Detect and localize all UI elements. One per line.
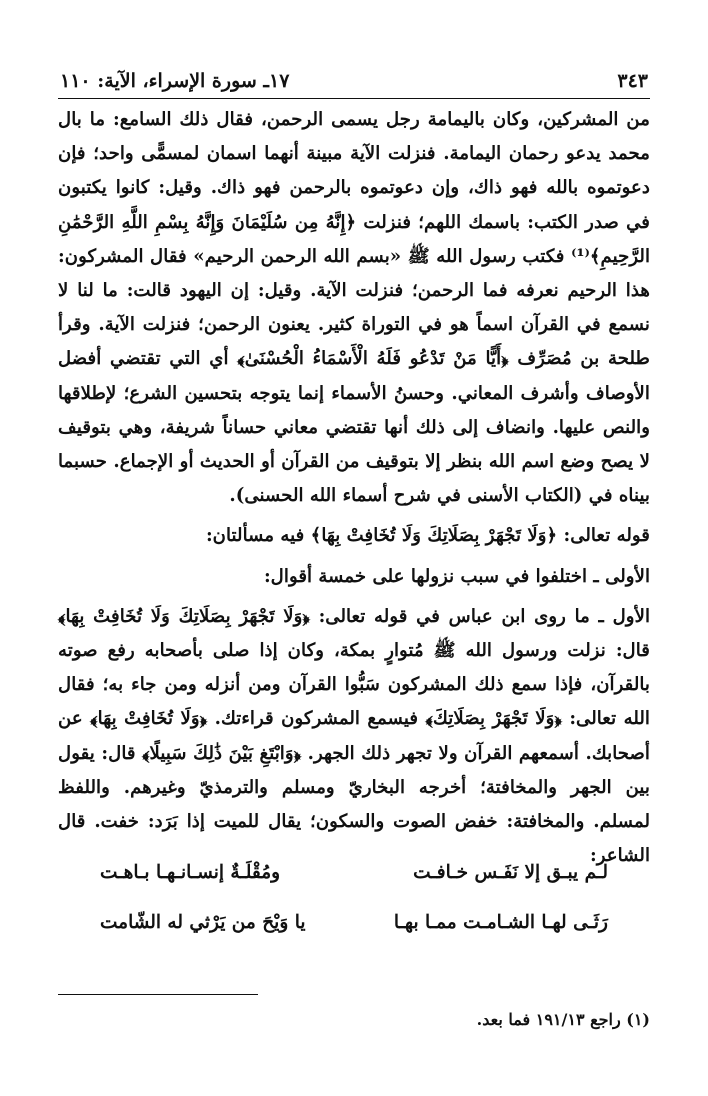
verse-hemistich-first: رَثَـى لهـا الشـامـت ممـا بهـا	[393, 912, 608, 933]
poem-verse	[100, 898, 608, 948]
page-number: ٣٤٣	[617, 70, 648, 92]
paragraph-opening: من المشركين، وكان باليمامة رجل يسمى الرحمن، فقال ذلك السامع: ما بال محمد يدعو رحمان اليمامة. فنزلت الآية مبينة أنهما اسمان لمسمًّى واحد؛ فإن دعوتموه بالله فهو ذاك، وإن دعوتموه بالرحمن فهو ذاك. وقيل: كانوا يكتبون في صدر الكتب: باسمك اللهم؛ فنزلت ﴿إِنَّهُ مِن سُلَيْمَانَ وَإِنَّهُ بِسْمِ اللَّهِ الرَّحْمَٰنِ الرَّحِيمِ﴾⁽¹⁾ فكتب رسول الله ﷺ «بسم الله الرحمن الرحيم» فقال المشركون: هذا الرحيم نعرفه فما الرحمن؛ فنزلت الآية. وقيل: إن اليهود قالت: ما لنا لا نسمع في القرآن اسماً هو في التوراة كثير. يعنون الرحمن؛ فنزلت الآية. وقرأ طلحة بن مُصَرِّف ﴿أَيًّا مَنْ تَدْعُو فَلَهُ الْأَسْمَاءُ الْحُسْنَىٰ﴾ أي التي تقتضي أفضل الأوصاف وأشرف المعاني. وحسنُ الأسماء إنما يتوجه بتحسين الشرع؛ لإطلاقها والنص عليها. وانضاف إلى ذلك أنها تقتضي معاني حساناً شريفة، وهي بتوقيف لا يصح وضع اسم الله بنظر إلا بتوقيف من القرآن أو الحديث أو الإجماع. حسبما بيناه في (الكتاب الأسنى في شرح أسماء الله الحسنى).	[58, 109, 650, 507]
footnote-divider	[58, 994, 258, 995]
paragraph-verse-heading: قوله تعالى: ﴿وَلَا تَجْهَرْ بِصَلَاتِكَ وَلَا تُخَافِتْ بِهَا﴾ فيه مسألتان:	[205, 525, 650, 547]
page-header	[60, 66, 648, 96]
verse-hemistich-second: يا وَيْحَ من يَرْثي له الشّامت	[100, 912, 306, 933]
running-title: ١٧ـ سورة الإسراء، الآية: ١١٠	[60, 70, 290, 92]
footnote: (١) راجع ١٩١/١٣ فما بعد.	[476, 1010, 650, 1029]
verse-hemistich-second: ومُقْلَـةٌ إنسـانـهـا بـاهـت	[100, 862, 281, 883]
paragraph-first-saying: الأول ـ ما روى ابن عباس في قوله تعالى: ﴿وَلَا تَجْهَرْ بِصَلَاتِكَ وَلَا تُخَافِتْ بِهَا﴾ قال: نزلت ورسول الله ﷺ مُتوارٍ بمكة، وكان إذا صلى بأصحابه رفع صوته بالقرآن، فإذا سمع ذلك المشركون سَبُّوا القرآن ومن أنزله ومن جاء به؛ فقال الله تعالى: ﴿وَلَا تَجْهَرْ بِصَلَاتِكَ﴾ فيسمع المشركون قراءتك. ﴿وَلَا تُخَافِتْ بِهَا﴾ عن أصحابك. أسمعهم القرآن ولا تجهر ذلك الجهر. ﴿وَابْتَغِ بَيْنَ ذَٰلِكَ سَبِيلًا﴾ قال: يقول بين الجهر والمخافتة؛ أخرجه البخاريّ ومسلم والترمذيّ وغيرهم. واللفظ لمسلم. والمخافتة: خفض الصوت والسكون؛ يقال للميت إذا بَرَد: خفت. قال الشاعر:	[58, 605, 650, 867]
main-text	[58, 103, 650, 873]
poem	[100, 848, 608, 948]
poem-verse	[100, 848, 608, 898]
verse-hemistich-first: لـم يبـق إلا نَفَـس خـافـت	[413, 862, 608, 883]
paragraph-first-issue: الأولى ـ اختلفوا في سبب نزولها على خمسة أقوال:	[263, 565, 650, 587]
header-divider	[58, 98, 650, 99]
